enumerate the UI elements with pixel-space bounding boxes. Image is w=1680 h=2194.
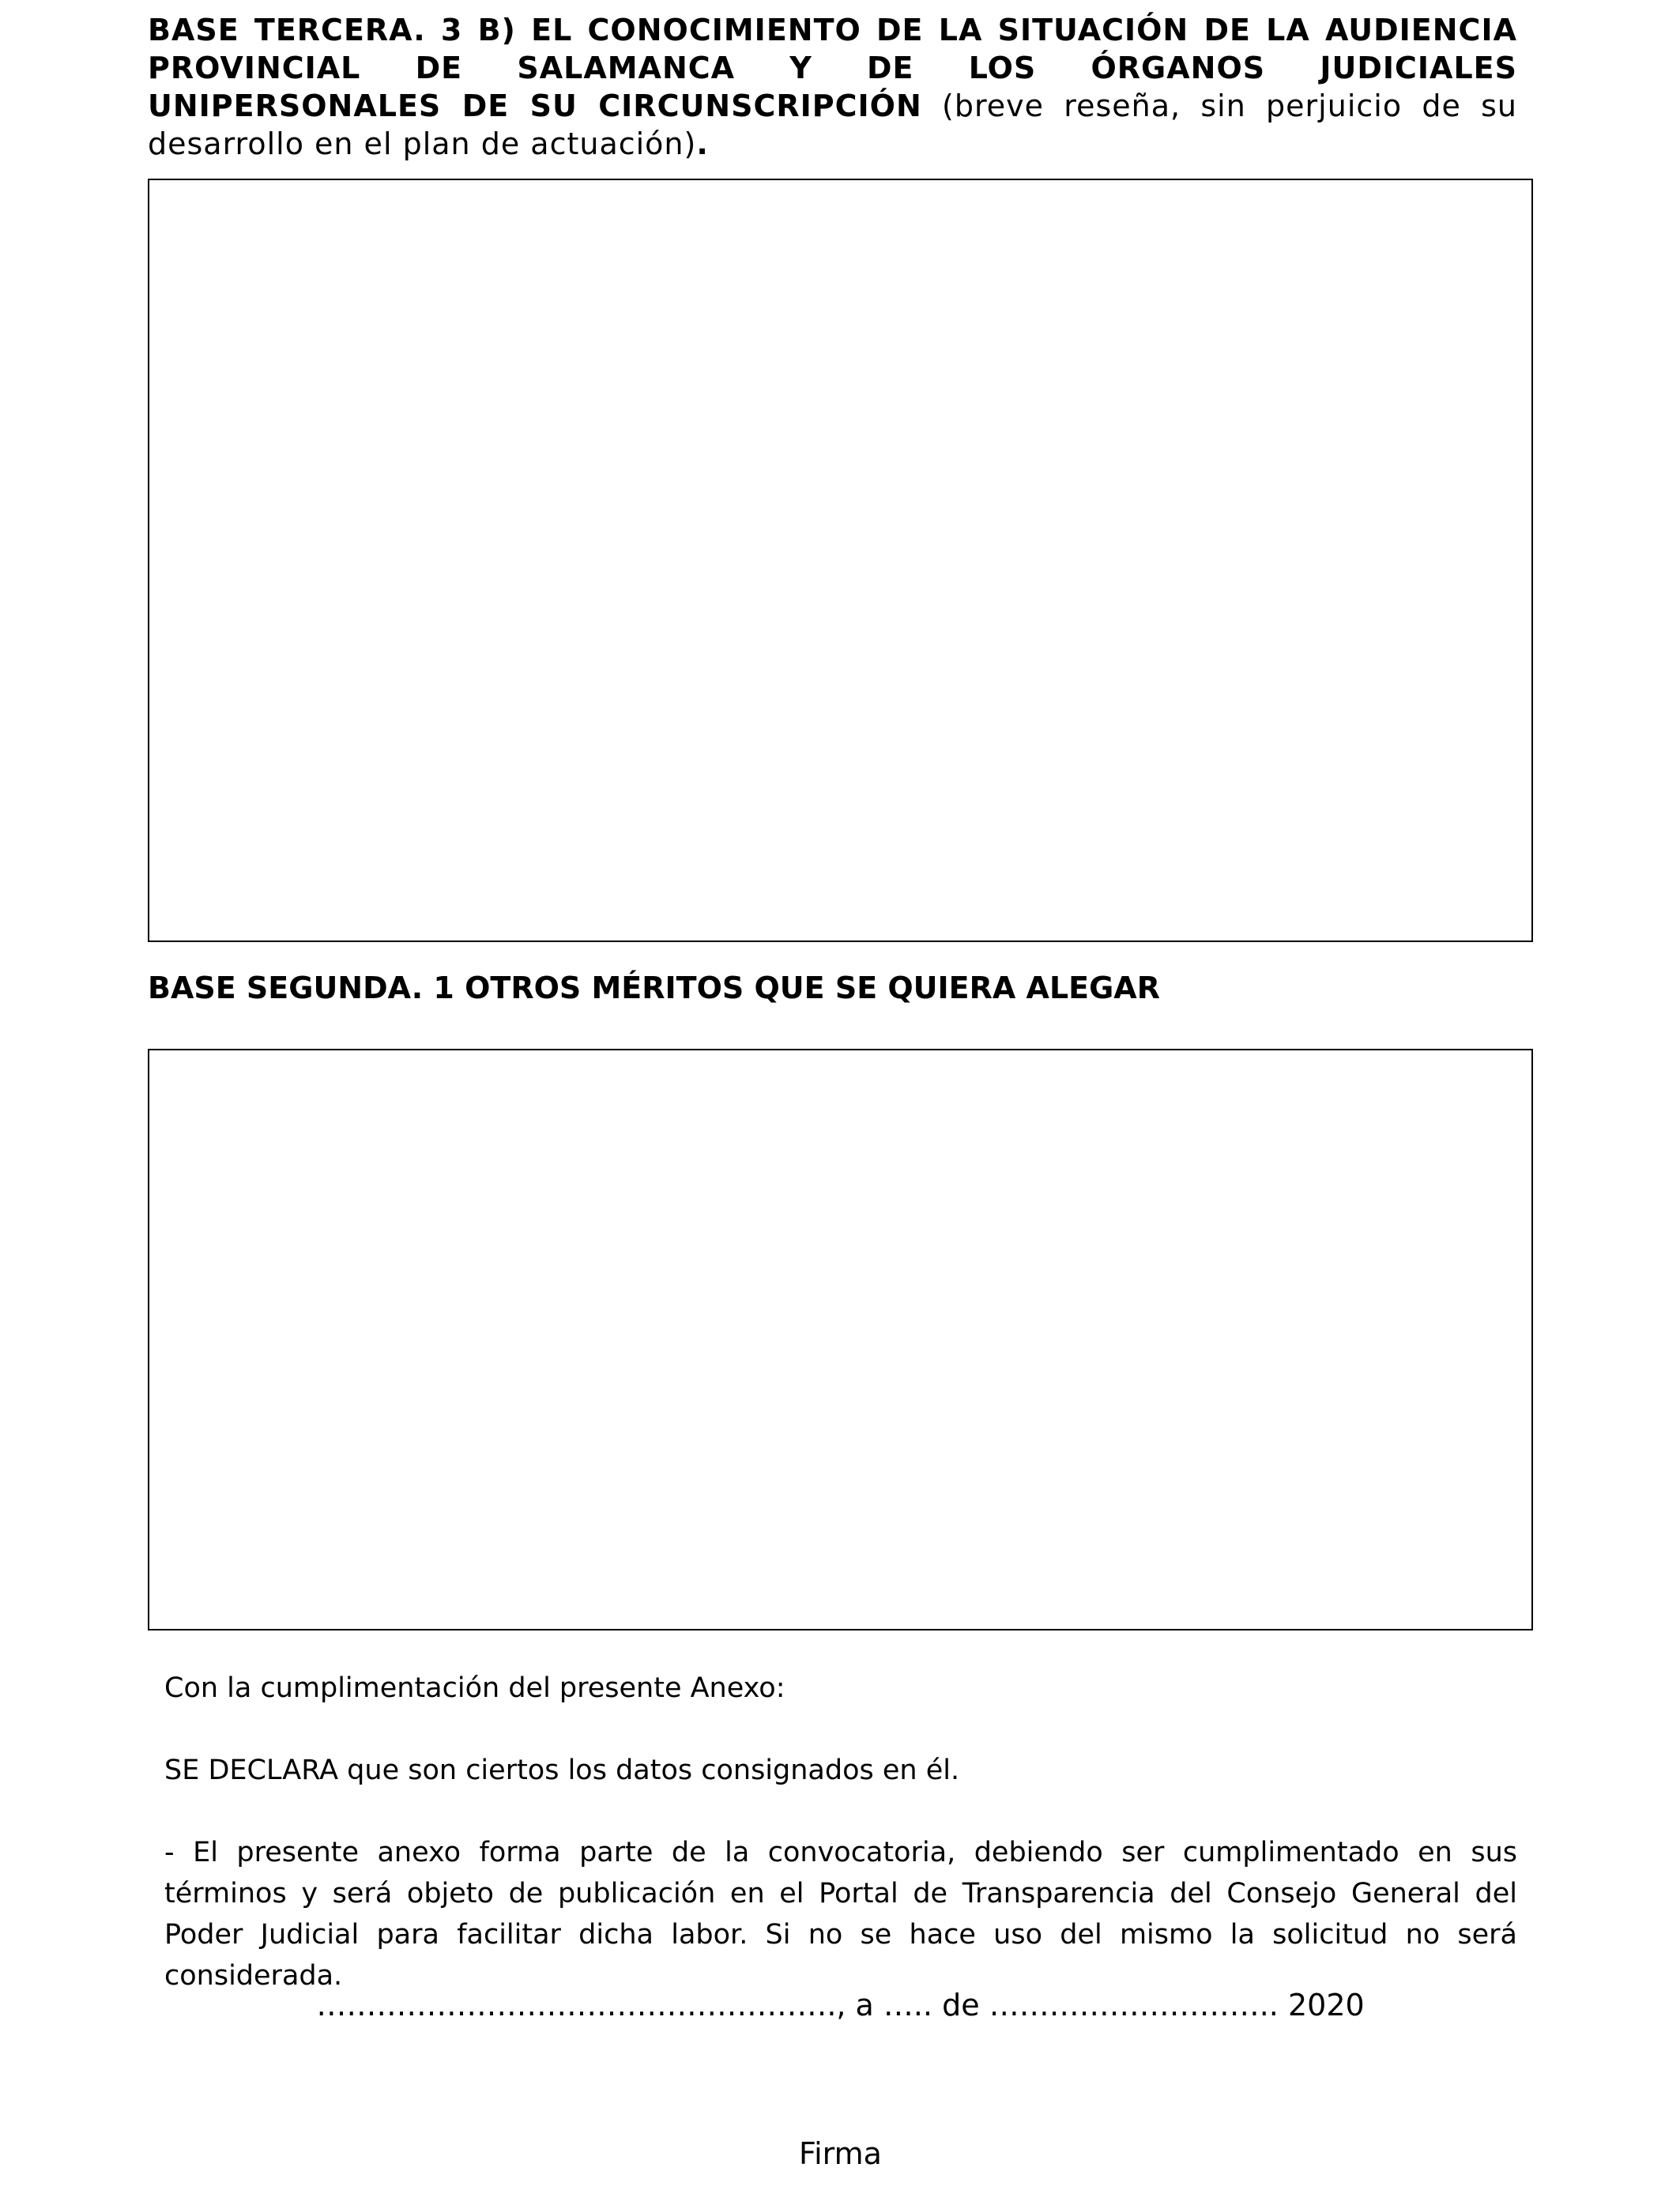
declaration-note: - El presente anexo forma parte de la convocatoria, debiendo ser cumplimentado en sus términos y será objeto de publicación en el Portal de Transparencia del Consejo General del Poder Judicial para facilitar dicha labor. Si no se hace uso del mismo la solicitud no será considerada. [164, 1837, 1517, 1992]
section-tercera-title: BASE TERCERA. 3 B) EL CONOCIMIENTO DE LA SITUACIÓN DE LA AUDIENCIA PROVINCIAL DE SALAMANCA Y DE LOS ÓRGANOS JUDICIALES UNIPERSONALES DE SU CIRCUNSCRIPCIÓN [148, 13, 1517, 123]
place-date-line: ……………………………………………., a ….. de ……………………….. 2020 [316, 1988, 1365, 2022]
section-tercera-period: . [696, 126, 709, 161]
section-segunda-title: BASE SEGUNDA. 1 OTROS MÉRITOS QUE SE QUIERA ALEGAR [148, 971, 1160, 1005]
declaration-intro: Con la cumplimentación del presente Anexo: [164, 1672, 785, 1704]
section-tercera-heading [148, 11, 1517, 163]
signature-label: Firma [799, 2136, 882, 2171]
declaration-statement: SE DECLARA que son ciertos los datos consignados en él. [164, 1755, 960, 1786]
section-segunda-answer-box[interactable] [148, 1049, 1533, 1630]
section-tercera-note: (breve reseña, sin perjuicio de su desarrollo en el plan de actuación) [148, 89, 1518, 161]
section-tercera-answer-box[interactable] [148, 179, 1533, 942]
section-segunda-heading [148, 969, 1517, 1007]
